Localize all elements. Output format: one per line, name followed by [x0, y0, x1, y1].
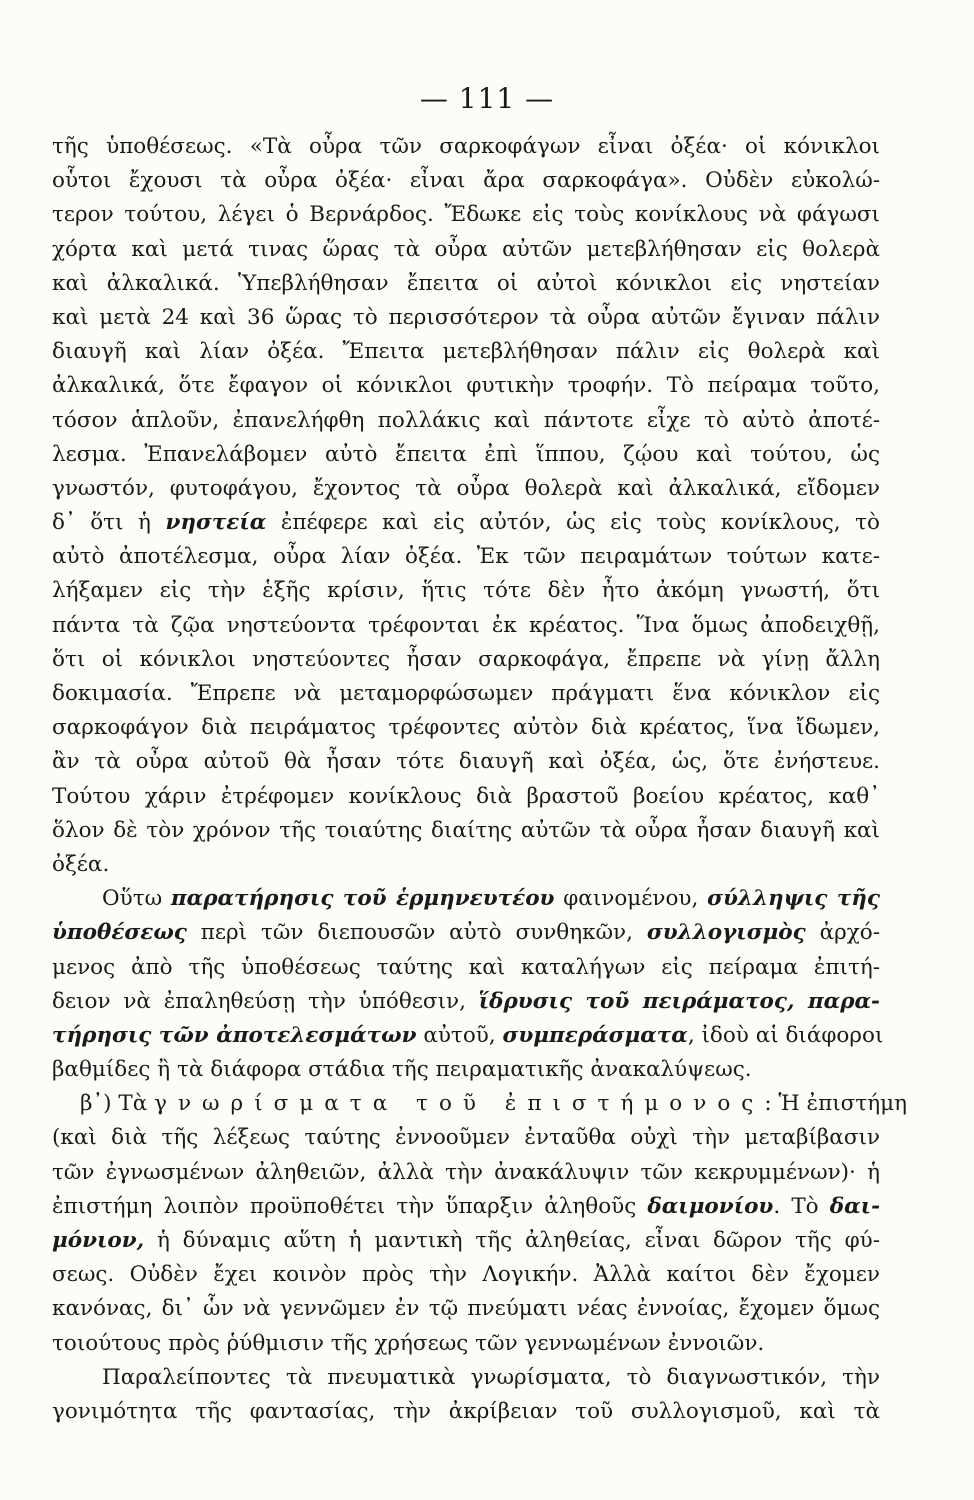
text-segment: ἡ δύναμις αὕτη ἡ μαντικὴ τῆς ἀληθείας, εἶναι δῶρον τῆς φύ- [144, 1228, 880, 1253]
text-line [52, 1087, 907, 1121]
emphasized-text: ἵδρυσις τοῦ πειράματος, παρα- [478, 988, 880, 1014]
body-text [52, 130, 907, 1429]
text-line: ὀξέα. [52, 851, 110, 877]
text-segment: περὶ τῶν διεπουσῶν αὐτὸ συνθηκῶν, [186, 920, 647, 946]
text-segment: Οὕτω [102, 886, 171, 912]
text-line: γονιμότητα τῆς φαντασίας, τὴν ἀκρίβειαν τοῦ συλλογισμοῦ, καὶ τὰ [52, 1398, 880, 1424]
text-line: Τούτου χάριν ἐτρέφομεν κονίκλους διὰ βραστοῦ βοείου κρέατος, καθ᾽ [52, 783, 880, 809]
text-line: τῆς ὑποθέσεως. «Τὰ οὖρα τῶν σαρκοφάγων εἶναι ὀξέα· οἱ κόνικλοι [52, 134, 880, 159]
text-segment: , ἰδοὺ αἱ διάφοροι [687, 1022, 884, 1048]
text-line: ἀλκαλικά, ὅτε ἔφαγον οἱ κόνικλοι φυτικὴν τροφήν. Τὸ πείραμα τοῦτο, [52, 373, 880, 399]
text-line: οὗτοι ἔχουσι τὰ οὖρα ὀξέα· εἶναι ἄρα σαρκοφάγα». Οὐδὲν εὐκολώ- [52, 168, 880, 194]
text-line: ὅλον δὲ τὸν χρόνον τῆς τοιαύτης διαίτης αὐτῶν τὰ οὖρα ἦσαν διαυγῆ καὶ [52, 817, 880, 843]
text-line: τῶν ἐγνωσμένων ἀληθειῶν, ἀλλὰ τὴν ἀνακάλυψιν τῶν κεκρυμμένων)· ἡ [52, 1159, 880, 1185]
emphasized-text: δαι- [829, 1193, 880, 1219]
text-line: βαθμίδες ἢ τὰ διάφορα στάδια τῆς πειραματικῆς ἀνακαλύψεως. [52, 1057, 752, 1083]
text-segment: ἐπιστήμη λοιπὸν προϋποθέτει τὴν ὕπαρξιν ἀληθοῦς [52, 1193, 648, 1219]
text-line: Παραλείποντες τὰ πνευματικὰ γνωρίσματα, τὸ διαγνωστικόν, τὴν [102, 1364, 880, 1390]
emphasized-text: συλλογισμὸς [646, 920, 806, 946]
text-line: τερον τούτου, λέγει ὁ Βερνάρδος. Ἔδωκε εἰς τοὺς κονίκλους νὰ φάγωσι [52, 202, 880, 228]
spaced-heading-text: γνωρίσματα τοῦ ἐπιστήμονος [154, 1091, 765, 1117]
text-segment: . Τὸ [773, 1193, 830, 1219]
emphasized-text: τήρησις τῶν ἀποτελεσμάτων [52, 1022, 417, 1048]
text-segment: ἀρχό- [805, 920, 881, 946]
text-line [52, 916, 880, 950]
text-line: δοκιμασία. Ἔπρεπε νὰ μεταμορφώσωμεν πράγματι ἕνα κόνικλον εἰς [52, 681, 880, 706]
text-line [52, 882, 880, 916]
emphasized-text: δαιμονίου [647, 1193, 774, 1219]
text-line [52, 1224, 880, 1258]
emphasized-text: ὑποθέσεως [52, 920, 187, 946]
text-line: τόσον ἁπλοῦν, ἐπανελήφθη πολλάκις καὶ πάντοτε εἶχε τὸ αὐτὸ ἀποτέ- [52, 407, 880, 433]
text-line: διαυγῆ καὶ λίαν ὀξέα. Ἔπειτα μετεβλήθησαν πάλιν εἰς θολερὰ καὶ [52, 339, 880, 365]
text-segment: : Ἡ ἐπιστήμη [764, 1091, 907, 1117]
text-line: γνωστόν, φυτοφάγου, ἔχοντος τὰ οὖρα θολερὰ καὶ ἀλκαλικά, εἴδομεν [52, 475, 880, 501]
text-line [52, 985, 880, 1019]
text-line [52, 1019, 884, 1053]
emphasized-text: νηστεία [165, 510, 267, 536]
text-line: σεως. Οὐδὲν ἔχει κοινὸν πρὸς τὴν Λογικήν. Ἀλλὰ καίτοι δὲν ἔχομεν [52, 1262, 880, 1288]
emphasized-text: μόνιον, [52, 1228, 145, 1253]
emphasized-text: παρατήρησις τοῦ ἑρμηνευτέου [170, 886, 555, 912]
text-line [52, 506, 880, 540]
text-segment: δειον νὰ ἐπαληθεύσῃ τὴν ὑπόθεσιν, [52, 988, 479, 1014]
text-line: κανόνας, δι᾽ ὧν νὰ γεννῶμεν ἐν τῷ πνεύματι νέας ἐννοίας, ἔχομεν ὅμως [52, 1296, 880, 1322]
text-line: λήξαμεν εἰς τὴν ἑξῆς κρίσιν, ἥτις τότε δὲν ἦτο ἀκόμη γνωστή, ὅτι [52, 578, 880, 604]
text-line: χόρτα καὶ μετά τινας ὥρας τὰ οὖρα αὐτῶν μετεβλήθησαν εἰς θολερὰ [52, 236, 880, 262]
text-line: ἂν τὰ οὖρα αὐτοῦ θὰ ἦσαν τότε διαυγῆ καὶ ὀξέα, ὡς, ὅτε ἐνήστευε. [52, 749, 880, 775]
text-line: αὐτὸ ἀποτέλεσμα, οὖρα λίαν ὀξέα. Ἐκ τῶν πειραμάτων τούτων κατε- [52, 544, 880, 570]
text-line [52, 1190, 880, 1224]
text-line: ὅτι οἱ κόνικλοι νηστεύοντες ἦσαν σαρκοφάγα, ἔπρεπε νὰ γίνῃ ἄλλη [52, 646, 880, 672]
text-segment: δ᾽ ὅτι ἡ [52, 510, 166, 536]
text-line: σαρκοφάγον διὰ πειράματος τρέφοντες αὐτὸν διὰ κρέατος, ἵνα ἴδωμεν, [52, 715, 880, 741]
text-line: (καὶ διὰ τῆς λέξεως ταύτης ἐννοοῦμεν ἐνταῦθα οὐχὶ τὴν μεταβίβασιν [52, 1125, 880, 1151]
text-segment: αὐτοῦ, [416, 1022, 503, 1048]
emphasized-text: συμπεράσματα [502, 1022, 688, 1048]
emphasized-text: σύλληψις τῆς [707, 886, 881, 912]
text-segment: φαινομένου, [554, 886, 708, 912]
text-line: τοιούτους πρὸς ῥύθμισιν τῆς χρήσεως τῶν γεννωμένων ἐννοιῶν. [52, 1330, 765, 1356]
text-line: λεσμα. Ἐπανελάβομεν αὐτὸ ἔπειτα ἐπὶ ἵππου, ζῴου καὶ τούτου, ὡς [52, 441, 880, 467]
text-line: μενος ἀπὸ τῆς ὑποθέσεως ταύτης καὶ καταλήγων εἰς πείραμα ἐπιτή- [52, 954, 880, 980]
text-line: καὶ μετὰ 24 καὶ 36 ὥρας τὸ περισσότερον τὰ οὖρα αὐτῶν ἔγιναν πάλιν [52, 304, 880, 330]
text-line: καὶ ἀλκαλικά. Ὑπεβλήθησαν ἔπειτα οἱ αὐτοὶ κόνικλοι εἰς νηστείαν [52, 270, 880, 296]
text-segment: ἐπέφερε καὶ εἰς αὐτόν, ὡς εἰς τοὺς κονίκλους, τὸ [266, 510, 880, 536]
text-segment: β᾽) Τὰ [80, 1091, 155, 1117]
page-number: — 111 — [419, 82, 555, 115]
text-line: πάντα τὰ ζῷα νηστεύοντα τρέφονται ἐκ κρέατος. Ἵνα ὅμως ἀποδειχθῇ, [52, 612, 880, 638]
